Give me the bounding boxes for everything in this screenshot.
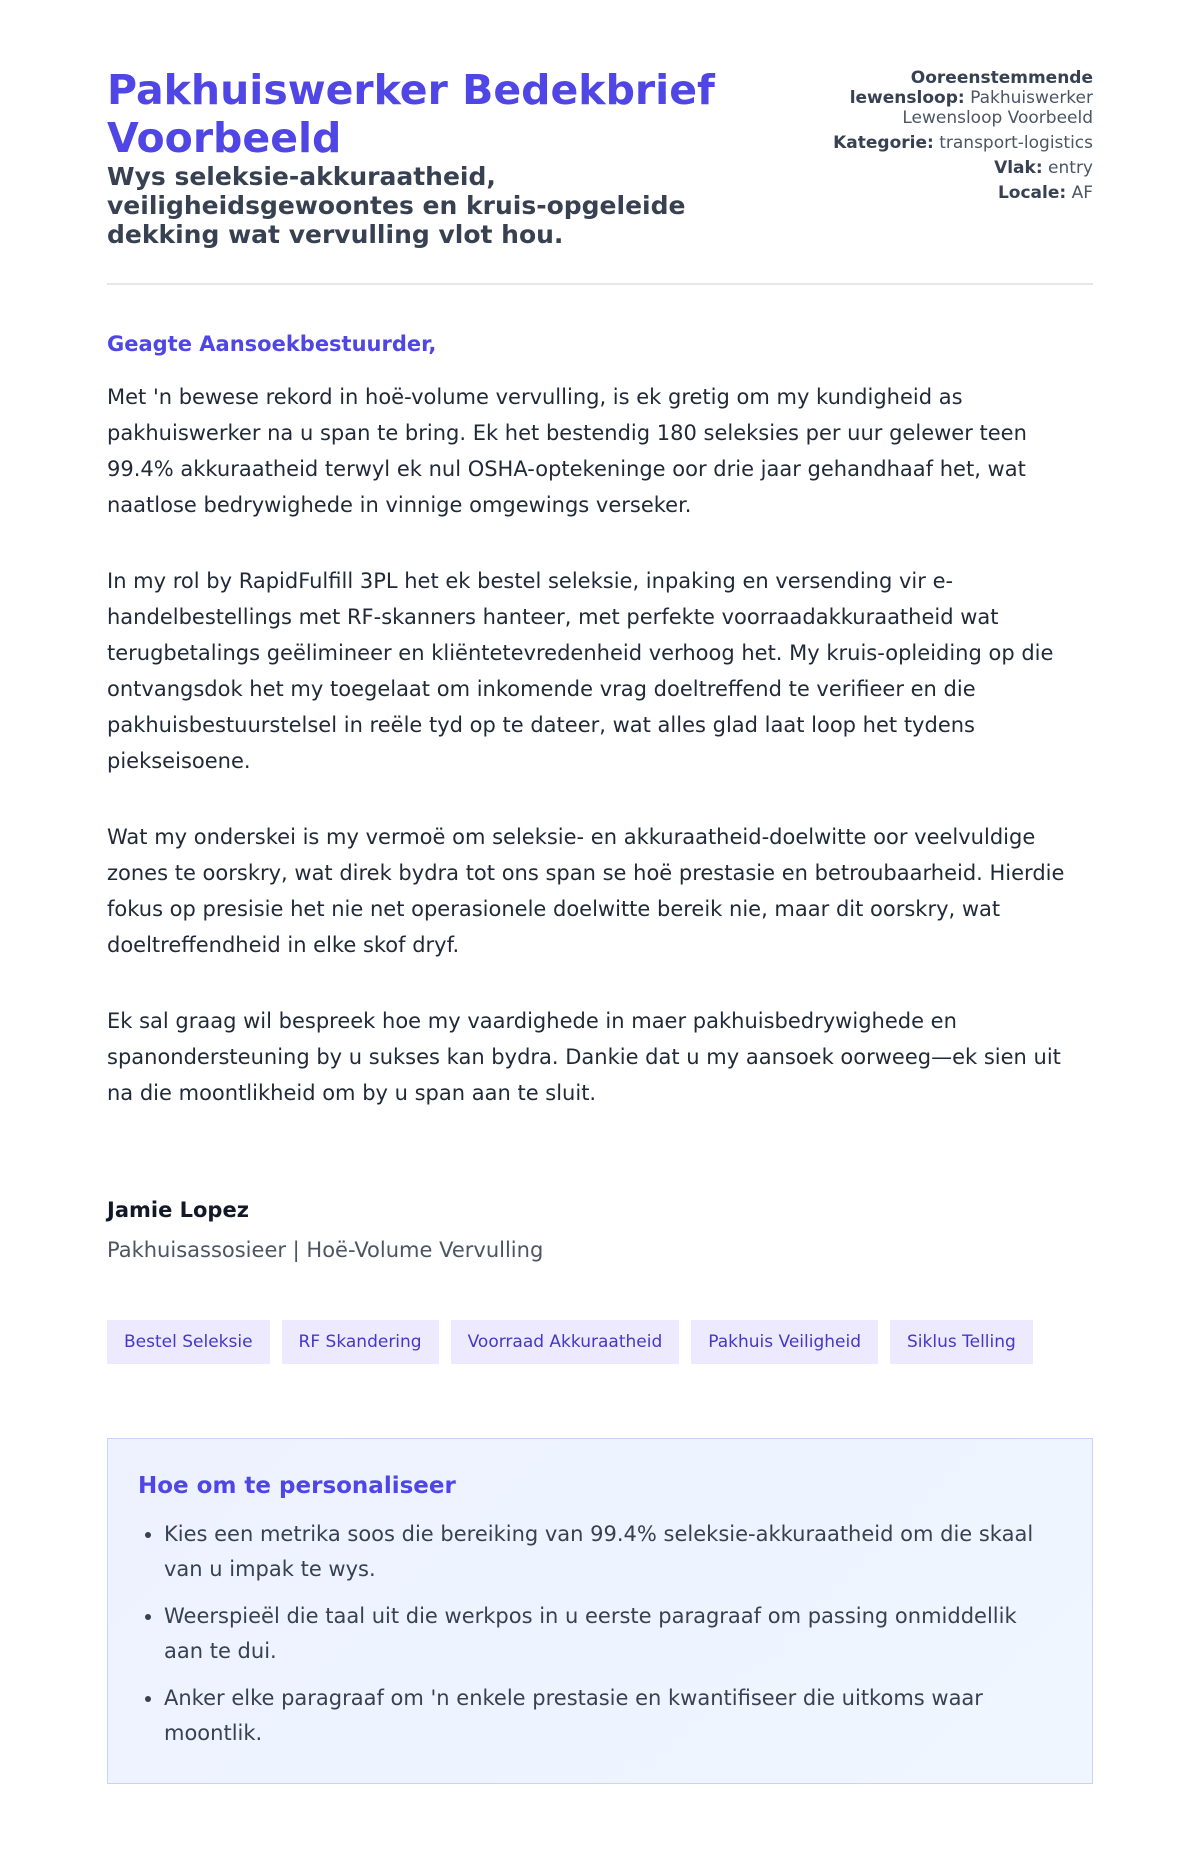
- meta-level-value: entry: [1048, 158, 1093, 178]
- page-subtitle: Wys seleksie-akkuraatheid, veiligheidsgewoontes en kruis-opgeleide dekking wat vervulling vlot hou.: [107, 162, 686, 249]
- salutation: Geagte Aansoekbestuurder,: [107, 332, 437, 356]
- page-title: Pakhuiswerker Bedekbrief Voorbeeld: [107, 66, 715, 162]
- skill-tags: [107, 1320, 1093, 1364]
- tip-item: • Weerspieël die taal uit die werkpos in u eerste paragraaf om passing onmiddellik aan te dui.: [164, 1599, 1062, 1669]
- meta-category: [813, 133, 1093, 153]
- signature-block: [107, 1196, 1093, 1264]
- signature-title: Pakhuisassosieer | Hoë-Volume Vervulling: [107, 1238, 544, 1262]
- meta-level-label: Vlak:: [994, 158, 1043, 178]
- meta-category-value: transport-logistics: [939, 133, 1093, 153]
- meta-lifecycle: [813, 68, 1093, 128]
- tips-title: Hoe om te personaliseer: [138, 1473, 456, 1499]
- letter-paragraph: In my rol by RapidFulfill 3PL het ek bestel seleksie, inpaking en versending vir e-handelbestellings met RF-skanners hanteer, met perfekte voorraadakkuraatheid wat terugbetalings geëlimineer en kliëntetevredenheid verhoog het. My kruis-opleiding op die ontvangsdok het my toegelaat om inkomende vrag doeltreffend te verifieer en die pakhuisbestuurstelsel in reële tyd op te dateer, wat alles glad laat loop het tydens piekseisoene.: [107, 569, 1054, 773]
- skill-tag: RF Skandering: [282, 1320, 439, 1364]
- meta-lifecycle-value[interactable]: Pakhuiswerker Lewensloop Voorbeeld: [902, 88, 1093, 128]
- letter-body: [107, 285, 1093, 1264]
- tips-list: [138, 1517, 1062, 1751]
- skill-tag: Pakhuis Veiligheid: [691, 1320, 878, 1364]
- signature-name: Jamie Lopez: [107, 1198, 249, 1222]
- letter-paragraph: Met 'n bewese rekord in hoë-volume vervulling, is ek gretig om my kundigheid as pakhuiswerker na u span te bring. Ek het bestendig 180 seleksies per uur gelewer teen 99.4% akkuraatheid terwyl ek nul OSHA-optekeninge oor drie jaar gehandhaaf het, wat naatlose bedrywighede in vinnige omgewings verseker.: [107, 385, 1027, 517]
- meta-locale-value: AF: [1071, 183, 1093, 203]
- page-header: [107, 0, 1093, 285]
- letter-paragraph: Wat my onderskei is my vermoë om seleksie- en akkuraatheid-doelwitte oor veelvuldige zones te oorskry, wat direk bydra tot ons span se hoë prestasie en betroubaarheid. Hierdie fokus op presisie het nie net operasionele doelwitte bereik nie, maar dit oorskry, wat doeltreffendheid in elke skof dryf.: [107, 825, 1065, 957]
- meta-panel: [813, 66, 1093, 208]
- letter-paragraph: Ek sal graag wil bespreek hoe my vaardighede in maer pakhuisbedrywighede en spanondersteuning by u sukses kan bydra. Dankie dat u my aansoek oorweeg—ek sien uit na die moontlikheid om by u span aan te sluit.: [107, 1009, 1061, 1105]
- skill-tag: Bestel Seleksie: [107, 1320, 270, 1364]
- tip-item: • Kies een metrika soos die bereiking van 99.4% seleksie-akkuraatheid om die skaal van u impak te wys.: [164, 1517, 1062, 1587]
- meta-level: [813, 158, 1093, 178]
- skill-tag: Siklus Telling: [890, 1320, 1033, 1364]
- meta-locale-label: Locale:: [997, 183, 1067, 203]
- meta-lifecycle-label: Ooreenstemmende lewensloop:: [849, 68, 1093, 108]
- personalize-tips-box: [107, 1438, 1093, 1784]
- meta-locale: [813, 183, 1093, 203]
- tip-item: • Anker elke paragraaf om 'n enkele prestasie en kwantifiseer die uitkoms waar moontlik.: [164, 1681, 1062, 1751]
- meta-category-label: Kategorie:: [833, 133, 934, 153]
- header-titles: [107, 66, 727, 249]
- skill-tag: Voorraad Akkuraatheid: [451, 1320, 680, 1364]
